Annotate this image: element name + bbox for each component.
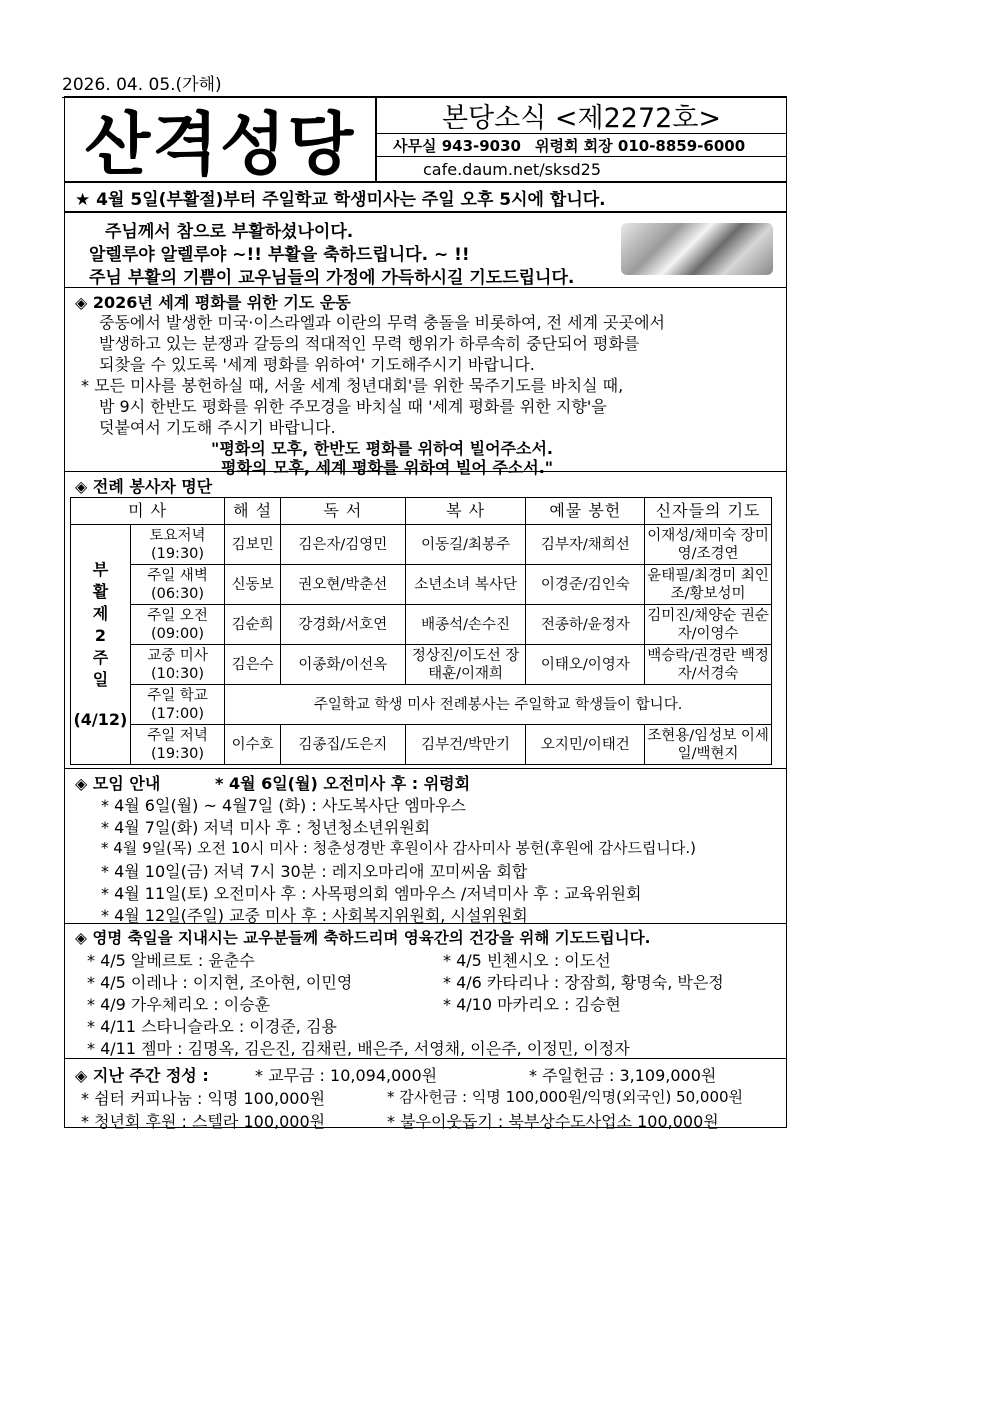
peace-text: 되찾을 수 있도록 '세계 평화를 위하여' 기도해주시기 바랍니다. [99, 355, 535, 374]
peace-text: 발생하고 있는 분쟁과 갈등의 적대적인 무력 행위가 하루속히 중단되어 평화를 [99, 334, 640, 353]
server: 김부건/박만기 [405, 725, 526, 765]
mass-time: 토요저녁 (19:30) [130, 525, 224, 565]
feasts-heading: ◈ 영명 축일을 지내시는 교우분들께 축하드리며 영육간의 건강을 위해 기도드립니다. [75, 929, 651, 947]
reader: 김종집/도은지 [280, 725, 405, 765]
commentator: 김은수 [225, 645, 281, 685]
commentator: 이수호 [225, 725, 281, 765]
easter-greeting [65, 213, 786, 288]
feast-item: * 4/5 알베르토 : 윤춘수 [87, 951, 255, 970]
col-commentator: 해 설 [225, 498, 281, 525]
mass-time: 주일 오전 (09:00) [130, 605, 224, 645]
meeting-item: * 4월 11일(토) 오전미사 후 : 사목평의회 엠마우스 /저녁미사 후 : 교육위원회 [101, 884, 642, 903]
peace-heading: ◈ 2026년 세계 평화를 위한 기도 운동 [75, 293, 351, 312]
feast-item: * 4/11 스타니슬라오 : 이경준, 김용 [87, 1017, 337, 1036]
peace-text: 덧붙여서 기도해 주시기 바랍니다. [99, 418, 336, 437]
meeting-item: * 4월 7일(화) 저녁 미사 후 : 청년청소년위원회 [101, 818, 431, 837]
meeting-item: * 4월 12일(주일) 교중 미사 후 : 사회복지위원회, 시설위원회 [101, 906, 528, 925]
peace-quote: 평화의 모후, 세계 평화를 위하여 빌어 주소서." [221, 458, 554, 477]
liturgy-heading: ◈ 전례 봉사자 명단 [75, 477, 213, 496]
contact-line [377, 134, 786, 157]
mass-time: 교중 미사 (10:30) [130, 645, 224, 685]
table-row [71, 685, 772, 725]
offering-item: * 청년회 후원 : 스텔라 100,000원 [81, 1112, 326, 1131]
col-offertory: 예물 봉헌 [526, 498, 645, 525]
offertory: 전종하/윤정자 [526, 605, 645, 645]
mass-time: 주일 새벽 (06:30) [130, 565, 224, 605]
feast-item: * 4/11 젬마 : 김명옥, 김은진, 김채린, 배은주, 서영채, 이은주, 이정민, 이정자 [87, 1039, 630, 1058]
table-header [71, 498, 772, 525]
server: 배종석/손수진 [405, 605, 526, 645]
offering-item: * 불우이웃돕기 : 북부상수도사업소 100,000원 [387, 1112, 719, 1131]
easter-line-1: 주님께서 참으로 부활하셨나이다. [105, 222, 354, 242]
table-row [71, 725, 772, 765]
table-row [71, 605, 772, 645]
peace-quote: "평화의 모후, 한반도 평화를 위하여 빌어주소서. [211, 439, 554, 458]
meetings-heading: ◈ 모임 안내 [75, 774, 161, 793]
feast-item: * 4/10 마카리오 : 김승현 [443, 995, 621, 1014]
notice: ★ 4월 5일(부활절)부터 주일학교 학생미사는 주일 오후 5시에 합니다. [65, 183, 786, 213]
easter-line-2: 알렐루야 알렐루야 ~!! 부활을 축하드립니다. ~ !! [89, 245, 470, 265]
meetings-section [65, 769, 786, 924]
header [65, 97, 786, 183]
intercessions: 김미진/채양순 권순자/이영수 [645, 605, 772, 645]
meeting-item: * 4월 6일(월) ~ 4월7일 (화) : 사도복사단 엠마우스 [101, 796, 467, 815]
feast-item: * 4/5 이레나 : 이지현, 조아현, 이민영 [87, 973, 353, 992]
week-label [71, 525, 131, 765]
offering-item: * 감사헌금 : 익명 100,000원/익명(외국인) 50,000원 [387, 1088, 744, 1106]
easter-image [621, 223, 773, 275]
commentator: 김보민 [225, 525, 281, 565]
col-mass: 미 사 [71, 498, 225, 525]
server-table [70, 497, 772, 765]
cafe-url[interactable]: cafe.daum.net/sksd25 [423, 159, 602, 179]
offertory: 이태오/이영자 [526, 645, 645, 685]
offertory: 이경준/김인숙 [526, 565, 645, 605]
feast-item: * 4/9 가우체리오 : 이승훈 [87, 995, 271, 1014]
offering-item: * 쉼터 커피나눔 : 익명 100,000원 [81, 1089, 326, 1108]
peace-prayer-section [65, 288, 786, 477]
council-chair: 위령회 회장 010-8859-6000 [534, 136, 746, 155]
server: 이동길/최봉주 [405, 525, 526, 565]
feast-item: * 4/5 빈첸시오 : 이도선 [443, 951, 611, 970]
mass-time: 주일 저녁 (19:30) [130, 725, 224, 765]
col-reader: 독 서 [280, 498, 405, 525]
bulletin-frame [64, 96, 787, 1131]
col-intercessions: 신자들의 기도 [645, 498, 772, 525]
bulletin-title: 본당소식 <제2272호> [377, 97, 786, 134]
issue-date: 2026. 04. 05.(가해) [62, 70, 787, 98]
peace-text: * 모든 미사를 봉헌하실 때, 서울 세계 청년대회'를 위한 묵주기도를 바치실 때, [81, 376, 624, 395]
col-server: 복 사 [405, 498, 526, 525]
server: 소년소녀 복사단 [405, 565, 526, 605]
week-name: 부활 제2주일 [92, 559, 109, 689]
header-info [377, 97, 786, 181]
intercessions: 윤태필/최경미 최인조/황보성미 [645, 565, 772, 605]
peace-text: 중동에서 발생한 미국·이스라엘과 이란의 무력 충돌을 비롯하여, 전 세계 곳곳에서 [99, 313, 665, 332]
meeting-item: * 4월 9일(목) 오전 10시 미사 : 청춘성경반 후원이사 감사미사 봉헌(후원에 감사드립니다.) [101, 839, 697, 857]
reader: 김은자/김영민 [280, 525, 405, 565]
table-row [71, 525, 772, 565]
parish-name: 산격성당 [65, 97, 377, 181]
feasts-section [65, 924, 786, 1059]
mass-time: 주일 학교 (17:00) [130, 685, 224, 725]
commentator: 김순희 [225, 605, 281, 645]
peace-text: 밤 9시 한반도 평화를 위한 주모경을 바치실 때 '세계 평화를 위한 지향'을 [99, 397, 607, 416]
intercessions: 백승락/권경란 백정자/서경숙 [645, 645, 772, 685]
offering-item: * 주일헌금 : 3,109,000원 [529, 1066, 717, 1085]
office-phone: 사무실 943-9030 [393, 136, 521, 155]
reader: 이종화/이선옥 [280, 645, 405, 685]
feast-item: * 4/6 카타리나 : 장잠희, 황명숙, 박은정 [443, 973, 724, 992]
meeting-item: * 4월 6일(월) 오전미사 후 : 위령회 [215, 774, 471, 793]
commentator: 신동보 [225, 565, 281, 605]
server: 정상진/이도선 장태훈/이재희 [405, 645, 526, 685]
intercessions: 조현용/임성보 이세일/백현지 [645, 725, 772, 765]
school-note: 주일학교 학생 미사 전례봉사는 주일학교 학생들이 합니다. [225, 685, 772, 725]
easter-line-3: 주님 부활의 기쁨이 교우님들의 가정에 가득하시길 기도드립니다. [89, 268, 575, 288]
reader: 강경화/서호연 [280, 605, 405, 645]
reader: 권오현/박춘선 [280, 565, 405, 605]
week-date: (4/12) [73, 709, 128, 729]
table-row [71, 565, 772, 605]
intercessions: 이재성/채미숙 장미영/조경연 [645, 525, 772, 565]
offering-item: * 교무금 : 10,094,000원 [255, 1066, 438, 1085]
liturgy-section [65, 472, 786, 769]
meeting-item: * 4월 10일(금) 저녁 7시 30분 : 레지오마리애 꼬미씨움 회합 [101, 862, 528, 881]
offertory: 오지민/이태건 [526, 725, 645, 765]
offerings-heading: ◈ 지난 주간 정성 : [75, 1066, 209, 1085]
offertory: 김부자/채희선 [526, 525, 645, 565]
offerings-section [65, 1059, 786, 1134]
table-row [71, 645, 772, 685]
